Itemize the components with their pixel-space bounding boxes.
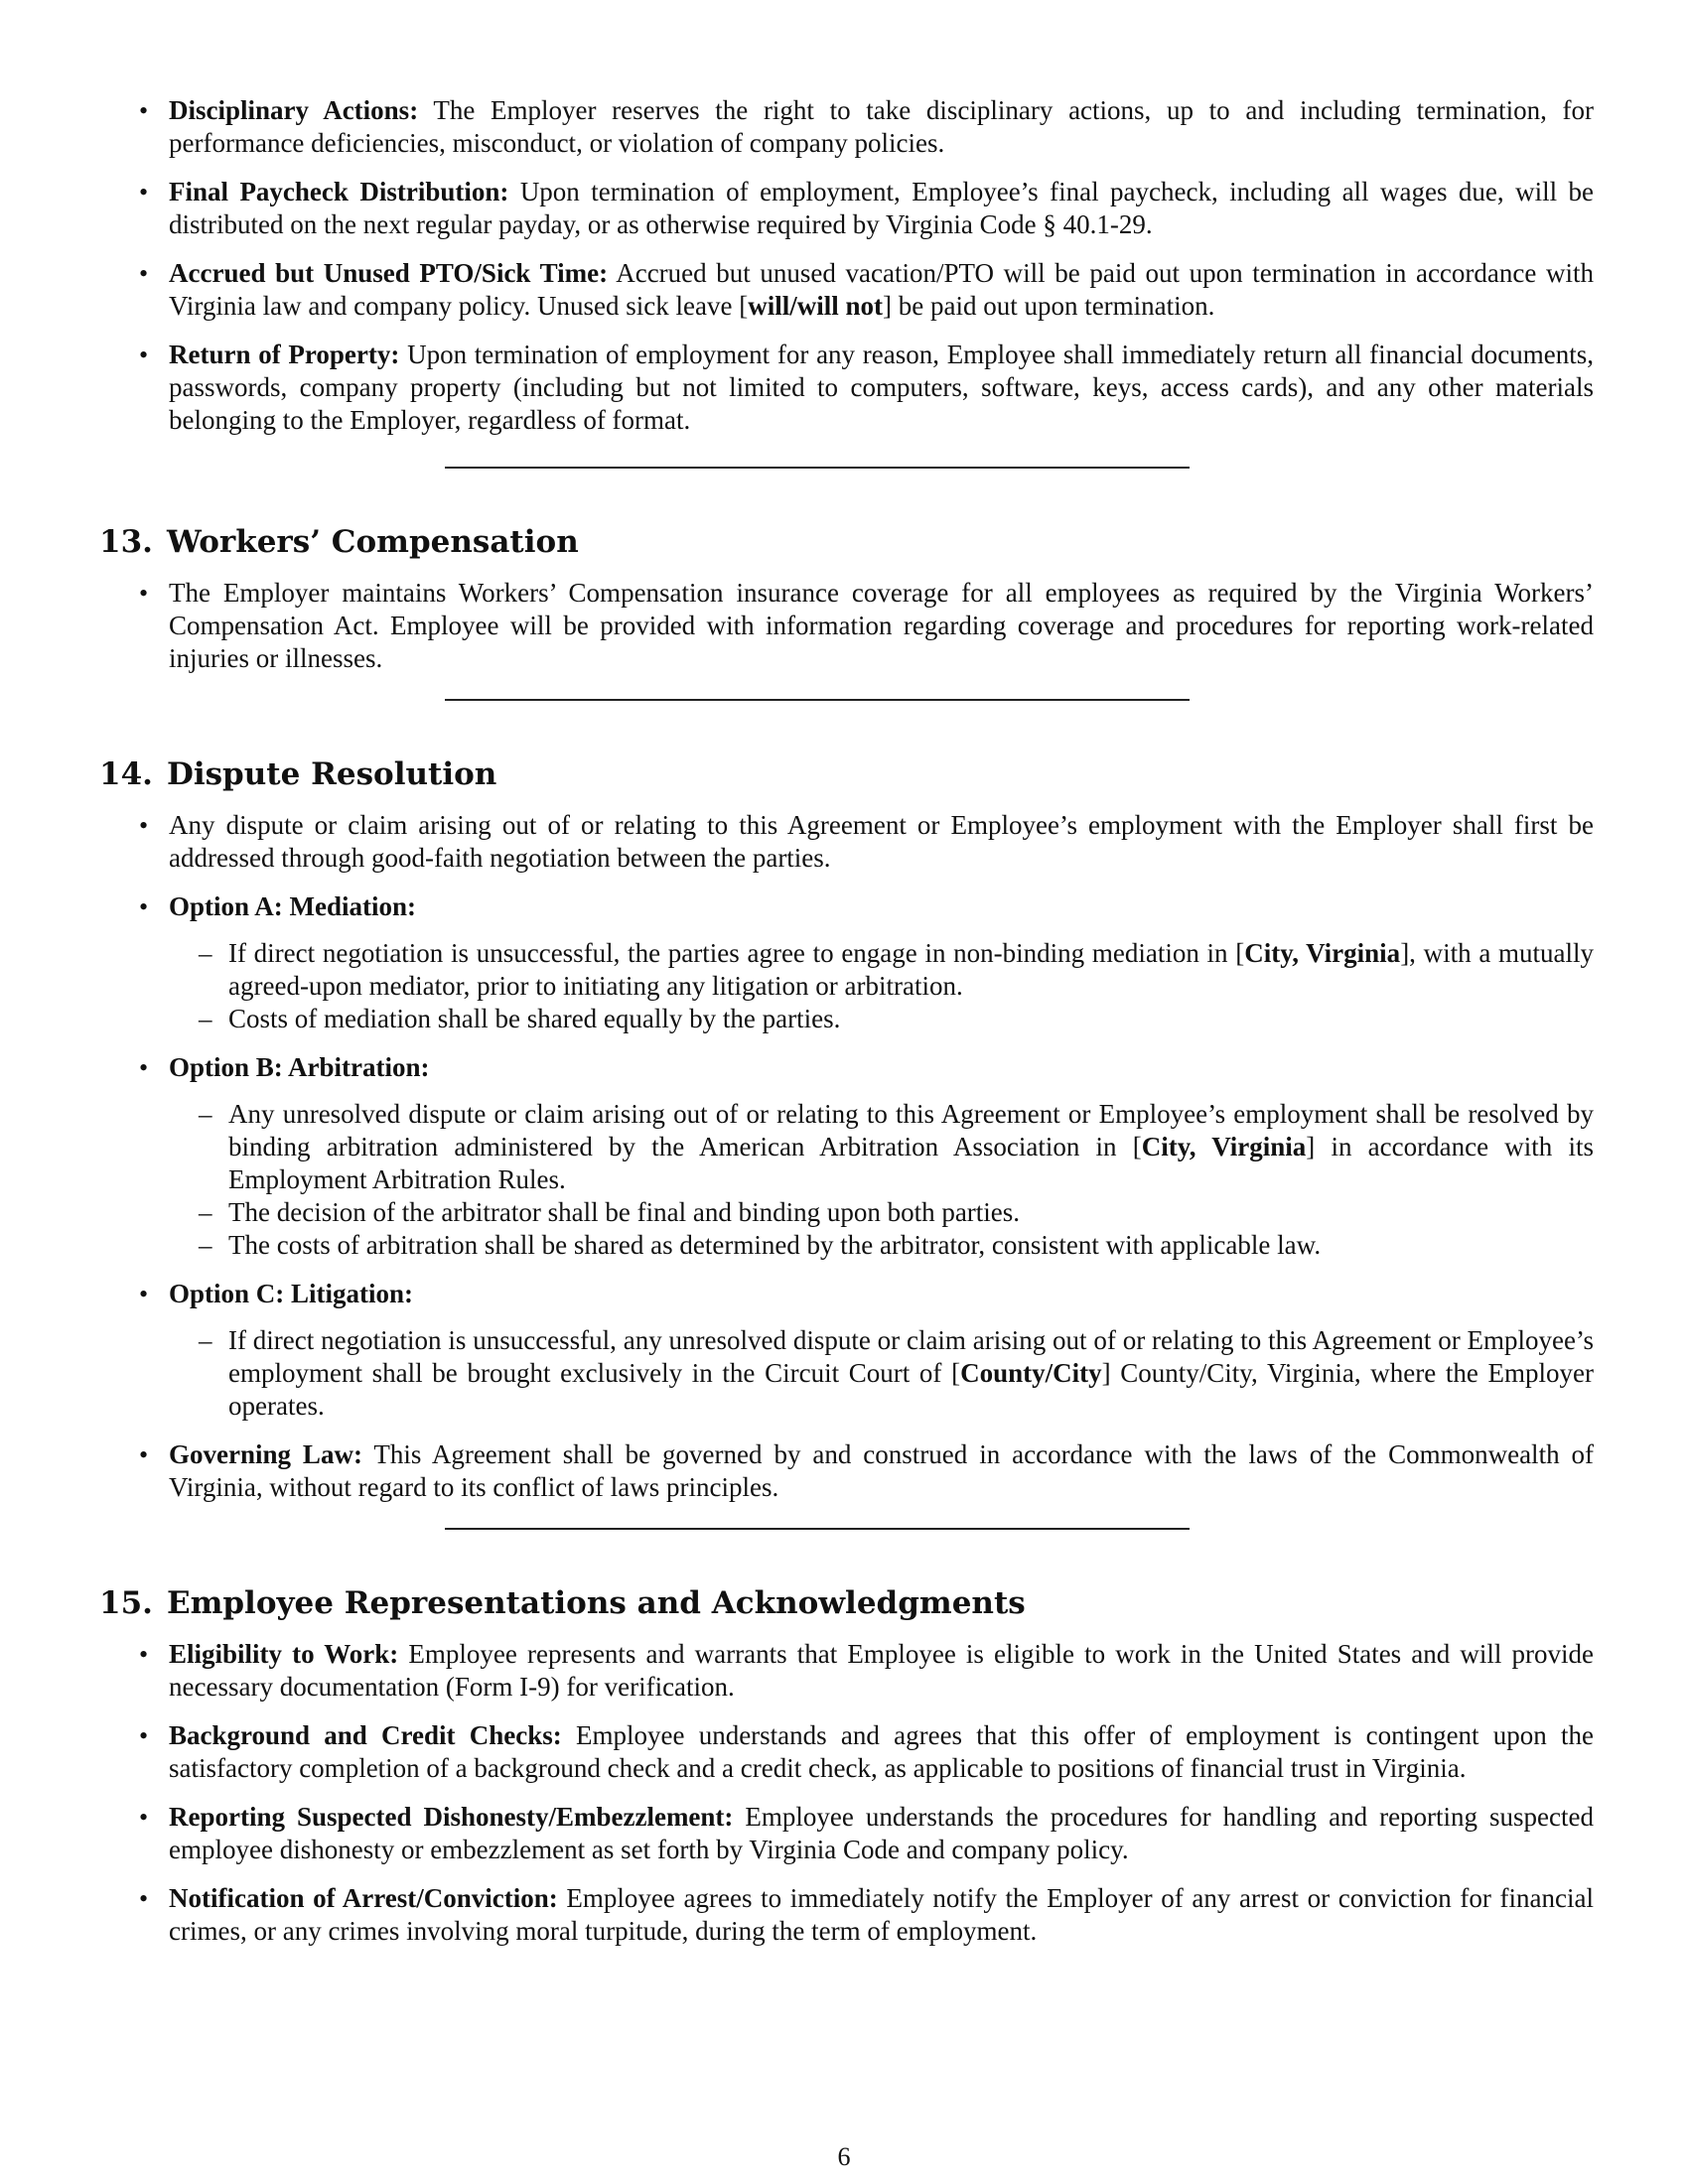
section-heading-workers-compensation <box>99 523 1594 561</box>
item-label: Background and Credit Checks: <box>169 1720 562 1750</box>
item-text: Upon termination of employment for any reason, Employee shall immediately return all financial documents, passwords, company property (including but not limited to computers, software, keys, access cards), and any other materials belonging to the Employer, regardless of format. <box>169 340 1595 435</box>
sub-item <box>169 1324 1594 1423</box>
item-label: Accrued but Unused PTO/Sick Time: <box>169 258 609 288</box>
item-text: Employee understands and agrees that this offer of employment is contingent upon the satisfactory completion of a background check and a credit check, as applicable to positions of financial trust in Virginia. <box>169 1720 1595 1783</box>
document-page <box>99 94 1594 1964</box>
placeholder-city-virginia: City, Virginia <box>1141 1132 1307 1161</box>
sub-item <box>169 937 1594 1003</box>
item-label: Governing Law: <box>169 1439 362 1469</box>
placeholder-city-virginia: City, Virginia <box>1244 938 1401 968</box>
item-text: Any dispute or claim arising out of or relating to this Agreement or Employee’s employment with the Employer shall first be addressed through good-faith negotiation between the parties. <box>169 810 1594 873</box>
list-item-option-c <box>99 1278 1594 1423</box>
list-item <box>99 257 1594 323</box>
item-label: Final Paycheck Distribution: <box>169 177 509 206</box>
placeholder-county-city: County/City <box>960 1358 1102 1388</box>
section-divider <box>445 699 1190 701</box>
list-item <box>99 94 1594 160</box>
item-label: Notification of Arrest/Conviction: <box>169 1883 558 1913</box>
item-text: This Agreement shall be governed by and construed in accordance with the laws of the Commonwealth of Virginia, without regard to its conflict of laws principles. <box>169 1439 1594 1502</box>
sub-item <box>169 1098 1594 1196</box>
item-text: Employee agrees to immediately notify the Employer of any arrest or conviction for financial crimes, or any crimes involving moral turpitude, during the term of employment. <box>169 1883 1595 1946</box>
employee-representations-list <box>99 1638 1594 1948</box>
option-label: Option C: Litigation: <box>169 1279 414 1308</box>
page-number: 6 <box>837 2142 851 2171</box>
list-item-option-a <box>99 890 1594 1035</box>
list-item <box>99 809 1594 875</box>
section-number: 13. <box>99 524 153 560</box>
sub-item-text: The costs of arbitration shall be shared as determined by the arbitrator, consistent with applicable law. <box>228 1230 1322 1260</box>
list-item-option-b <box>99 1051 1594 1262</box>
list-item <box>99 1719 1594 1785</box>
sub-item-text: If direct negotiation is unsuccessful, any unresolved dispute or claim arising out of or relating to this Agreement or Employee’s employment shall be brought exclusively in the Circuit Court of [ <box>228 1325 1594 1388</box>
item-text: Accrued but unused vacation/PTO will be paid out upon termination in accordance with Virginia law and company policy. Unused sick leave [ <box>169 258 1594 321</box>
item-text: Upon termination of employment, Employee’s final paycheck, including all wages due, will be distributed on the next regular payday, or as otherwise required by Virginia Code § 40.1-29. <box>169 177 1594 239</box>
list-item <box>99 1438 1594 1504</box>
section-number: 14. <box>99 756 153 792</box>
section-divider <box>445 1528 1190 1530</box>
sub-item-text: If direct negotiation is unsuccessful, the parties agree to engage in non-binding mediation in [ <box>228 938 1245 968</box>
sub-item-text: Any unresolved dispute or claim arising out of or relating to this Agreement or Employee’s employment shall be resolved by binding arbitration administered by the American Arbitration Association in [ <box>228 1099 1594 1161</box>
item-text: Employee understands the procedures for handling and reporting suspected employee dishonesty or embezzlement as set forth by Virginia Code and company policy. <box>169 1802 1594 1864</box>
item-text: The Employer reserves the right to take disciplinary actions, up to and including termination, for performance deficiencies, misconduct, or violation of company policies. <box>169 95 1594 158</box>
workers-compensation-list <box>99 577 1594 675</box>
placeholder-will-will-not: will/will not <box>748 291 883 321</box>
list-item <box>99 577 1594 675</box>
dispute-resolution-list <box>99 809 1594 1504</box>
sub-item-text: ] in accordance with its Employment Arbitration Rules. <box>228 1132 1595 1194</box>
sub-item <box>169 1196 1594 1229</box>
option-label: Option A: Mediation: <box>169 891 417 921</box>
option-label: Option B: Arbitration: <box>169 1052 430 1082</box>
section-heading-employee-representations <box>99 1584 1594 1622</box>
option-a-sublist <box>169 937 1594 1035</box>
section-number: 15. <box>99 1585 153 1621</box>
section-heading-dispute-resolution <box>99 755 1594 793</box>
option-b-sublist <box>169 1098 1594 1262</box>
section-title: Workers’ Compensation <box>166 524 579 560</box>
list-item <box>99 1638 1594 1704</box>
option-c-sublist <box>169 1324 1594 1423</box>
sub-item <box>169 1229 1594 1262</box>
sub-item-text: ] County/City, Virginia, where the Employer operates. <box>228 1358 1594 1421</box>
sub-item <box>169 1003 1594 1035</box>
item-text: The Employer maintains Workers’ Compensation insurance coverage for all employees as required by the Virginia Workers’ Compensation Act. Employee will be provided with information regarding coverage and procedures for reporting work-related injuries or illnesses. <box>169 578 1594 673</box>
section-title: Employee Representations and Acknowledgments <box>166 1585 1026 1621</box>
item-text: Employee represents and warrants that Employee is eligible to work in the United States and will provide necessary documentation (Form I-9) for verification. <box>169 1639 1595 1702</box>
section-title: Dispute Resolution <box>166 756 497 792</box>
sub-item-text: Costs of mediation shall be shared equally by the parties. <box>228 1004 841 1033</box>
item-label: Reporting Suspected Dishonesty/Embezzlement: <box>169 1802 734 1832</box>
item-label: Disciplinary Actions: <box>169 95 419 125</box>
item-label: Return of Property: <box>169 340 400 369</box>
list-item <box>99 176 1594 241</box>
list-item <box>99 339 1594 437</box>
section-divider <box>445 467 1190 469</box>
list-item <box>99 1801 1594 1866</box>
termination-list <box>99 94 1594 437</box>
list-item <box>99 1882 1594 1948</box>
sub-item-text: The decision of the arbitrator shall be final and binding upon both parties. <box>228 1197 1021 1227</box>
item-label: Eligibility to Work: <box>169 1639 399 1669</box>
item-text: ] be paid out upon termination. <box>882 291 1215 321</box>
sub-item-text: ], with a mutually agreed-upon mediator, prior to initiating any litigation or arbitration. <box>228 938 1594 1001</box>
